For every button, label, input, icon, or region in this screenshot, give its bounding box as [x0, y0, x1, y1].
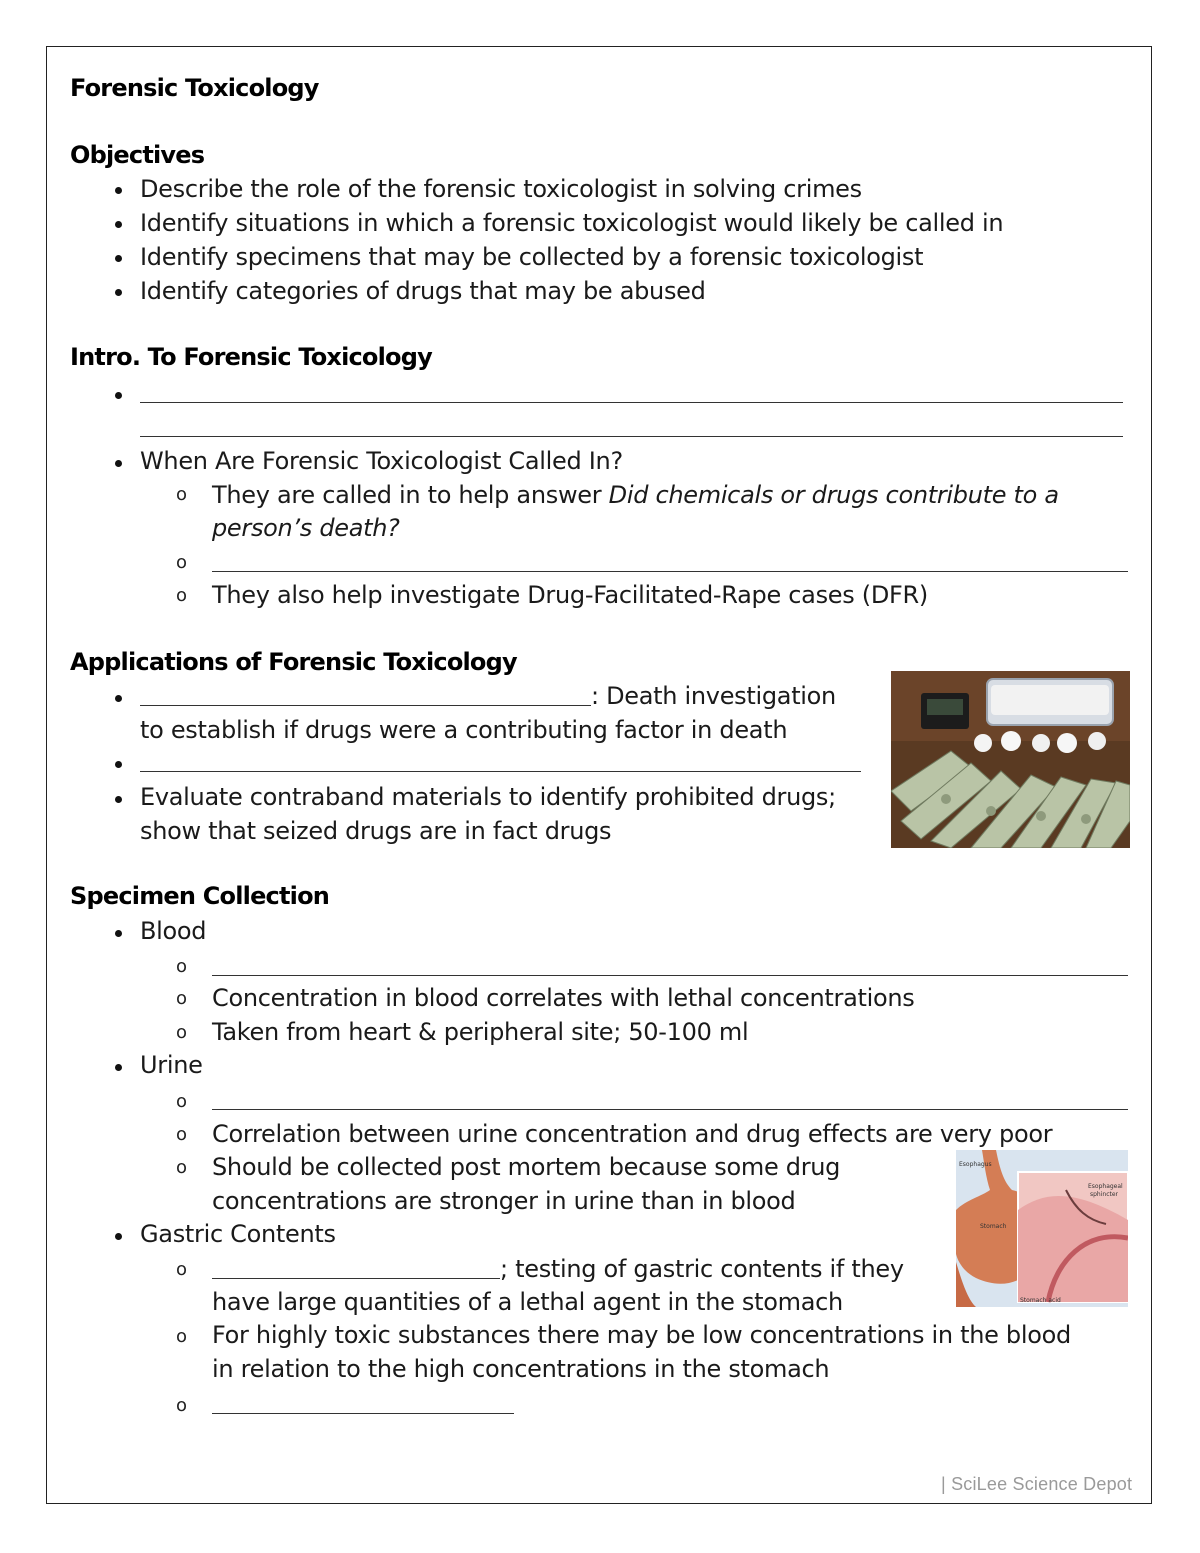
circle-bullet: o	[176, 956, 188, 977]
circle-bullet: o	[176, 1157, 188, 1178]
circle-bullet: o	[176, 1091, 188, 1112]
urine-sub-item: Should be collected post mortem because some drug	[212, 1153, 841, 1181]
circle-bullet: o	[176, 1326, 188, 1347]
objective-item: Identify categories of drugs that may be abused	[140, 277, 706, 305]
bullet	[115, 1233, 122, 1240]
bullet	[115, 460, 122, 467]
specimen-heading: Specimen Collection	[70, 882, 330, 910]
urine-label: Urine	[140, 1051, 203, 1079]
label-sphincter: Esophageal	[1088, 1183, 1123, 1190]
called-question-line2: person’s death?	[212, 514, 400, 542]
blank-line[interactable]	[212, 975, 1128, 976]
bullet	[115, 695, 122, 702]
applications-heading: Applications of Forensic Toxicology	[70, 648, 517, 676]
bullet	[115, 187, 122, 194]
blank-line[interactable]	[140, 705, 591, 706]
circle-bullet: o	[176, 1124, 188, 1145]
bullet	[115, 289, 122, 296]
called-question: Did chemicals or drugs contribute to a	[608, 481, 1059, 509]
blank-line[interactable]	[140, 771, 861, 772]
circle-bullet: o	[176, 1395, 188, 1416]
circle-bullet: o	[176, 988, 188, 1009]
called-in-item	[212, 481, 1059, 509]
blank-line[interactable]	[140, 436, 1123, 437]
gastric-sub-item: For highly toxic substances there may be low concentrations in the blood	[212, 1321, 1071, 1349]
blank-line[interactable]	[212, 1109, 1128, 1110]
urine-sub-item: Correlation between urine concentration and drug effects are very poor	[212, 1120, 1053, 1148]
blood-label: Blood	[140, 917, 207, 945]
circle-bullet: o	[176, 585, 188, 606]
page-title: Forensic Toxicology	[70, 74, 319, 102]
when-called-item: When Are Forensic Toxicologist Called In?	[140, 447, 623, 475]
label-sphincter-2: sphincter	[1090, 1191, 1119, 1198]
application-item-3-line2: show that seized drugs are in fact drugs	[140, 817, 612, 845]
blank-line[interactable]	[212, 1413, 514, 1414]
label-stomach: Stomach	[980, 1223, 1007, 1230]
objective-item: Identify situations in which a forensic toxicologist would likely be called in	[140, 209, 1004, 237]
gastric-sub-item: ; testing of gastric contents if they	[500, 1255, 904, 1283]
blood-sub-item: Concentration in blood correlates with lethal concentrations	[212, 984, 915, 1012]
gastric-sub-item-line2: have large quantities of a lethal agent in the stomach	[212, 1288, 843, 1316]
blank-line[interactable]	[212, 571, 1128, 572]
application-item-3: Evaluate contraband materials to identify prohibited drugs;	[140, 783, 836, 811]
urine-sub-item-line2: concentrations are stronger in urine than in blood	[212, 1187, 796, 1215]
objective-item: Identify specimens that may be collected by a forensic toxicologist	[140, 243, 924, 271]
bullet	[115, 255, 122, 262]
bullet	[115, 392, 122, 399]
blank-line[interactable]	[140, 402, 1123, 403]
bullet	[115, 930, 122, 937]
intro-heading: Intro. To Forensic Toxicology	[70, 343, 432, 371]
stomach-illustration	[956, 1150, 1128, 1307]
label-stomach-acid: Stomach acid	[1020, 1297, 1061, 1304]
objectives-heading: Objectives	[70, 141, 205, 169]
blood-sub-item: Taken from heart & peripheral site; 50-100 ml	[212, 1018, 749, 1046]
label-esophagus: Esophagus	[959, 1161, 992, 1168]
application-item-1-line2: to establish if drugs were a contributing factor in death	[140, 716, 788, 744]
dfr-item: They also help investigate Drug-Facilitated-Rape cases (DFR)	[212, 581, 928, 609]
blank-line[interactable]	[212, 1278, 500, 1279]
objective-item: Describe the role of the forensic toxicologist in solving crimes	[140, 175, 862, 203]
bullet	[115, 1064, 122, 1071]
bullet	[115, 761, 122, 768]
seized-drugs-photo	[891, 671, 1130, 848]
circle-bullet: o	[176, 1259, 188, 1280]
footer-credit: | SciLee Science Depot	[941, 1474, 1133, 1494]
application-item-1: : Death investigation	[591, 682, 836, 710]
bullet	[115, 796, 122, 803]
bullet	[115, 221, 122, 228]
gastric-label: Gastric Contents	[140, 1220, 336, 1248]
circle-bullet: o	[176, 552, 188, 573]
circle-bullet: o	[176, 484, 188, 505]
circle-bullet: o	[176, 1022, 188, 1043]
gastric-sub-item-line2: in relation to the high concentrations in the stomach	[212, 1355, 830, 1383]
called-prefix: They are called in to help answer	[212, 481, 602, 509]
